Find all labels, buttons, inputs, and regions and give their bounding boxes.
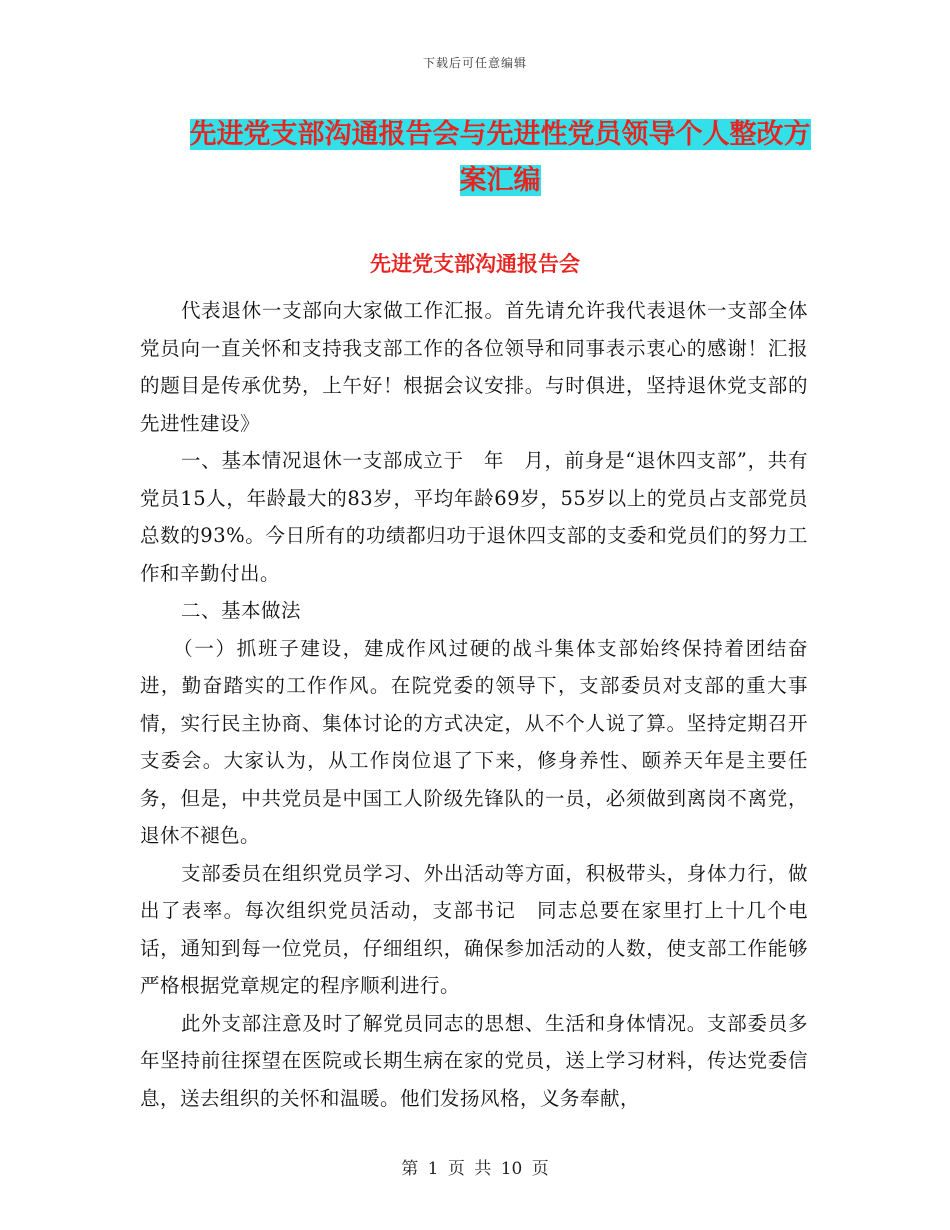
body-text xyxy=(140,292,808,1117)
paragraph-team-building: （一）抓班子建设，建成作风过硬的战斗集体支部始终保持着团结奋进，勤奋踏实的工作作风。在院党委的领导下，支部委员对支部的重大事情，实行民主协商、集体讨论的方式决定，从不个人说了算。坚持定期召开支委会。大家认为，从工作岗位退了下来，修身养性、颐养天年是主要任务，但是，中共党员是中国工人阶级先锋队的一员，必须做到离岗不离党，退休不褪色。 xyxy=(140,636,808,847)
document-title-line-1: 先进党支部沟通报告会与先进性党员领导个人整改方 xyxy=(189,119,811,150)
document-title-line-2: 案汇编 xyxy=(459,165,541,196)
paragraph-heading-basic-practices: 二、基本做法 xyxy=(180,599,301,622)
header-note: 下载后可任意编辑 xyxy=(422,56,527,70)
page-footer: 第 1 页 共 10 页 xyxy=(401,1159,549,1179)
paragraph-care: 此外支部注意及时了解党员同志的思想、生活和身体情况。支部委员多年坚持前往探望在医院或长期生病在家的党员，送上学习材料，传达党委信息，送去组织的关怀和温暖。他们发扬风格，义务奉献， xyxy=(140,1011,808,1110)
document-title xyxy=(140,112,860,204)
paragraph-committee-members: 支部委员在组织党员学习、外出活动等方面，积极带头，身体力行，做出了表率。每次组织党员活动，支部书记 同志总要在家里打上十几个电话，通知到每一位党员，仔细组织，确保参加活动的人数，使支部工作能够严格根据党章规定的程序顺利进行。 xyxy=(140,861,808,997)
paragraph-basic-situation: 一、基本情况退休一支部成立于 年 月，前身是“退休四支部”，共有党员15人，年龄最大的83岁，平均年龄69岁，55岁以上的党员占支部党员总数的93%。今日所有的功绩都归功于退休四支部的支委和党员们的努力工作和辛勤付出。 xyxy=(140,449,808,585)
paragraph-intro: 代表退休一支部向大家做工作汇报。首先请允许我代表退休一支部全体党员向一直关怀和支持我支部工作的各位领导和同事表示衷心的感谢！汇报的题目是传承优势，上午好！根据会议安排。与时俱进，坚持退休党支部的先进性建设》 xyxy=(140,299,808,435)
section-title: 先进党支部沟通报告会 xyxy=(370,251,580,276)
